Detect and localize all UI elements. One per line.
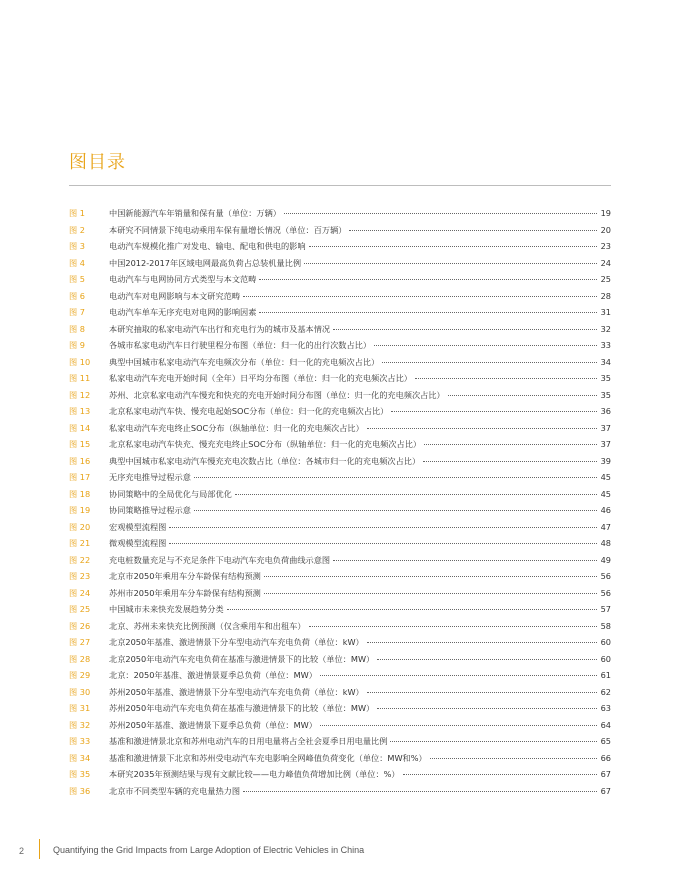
figure-number: 图 13 bbox=[69, 406, 91, 416]
figure-title: 中国新能源汽车年销量和保有量（单位：万辆） bbox=[109, 208, 281, 218]
figure-list bbox=[69, 205, 611, 799]
figure-entry[interactable] bbox=[69, 585, 611, 602]
figure-page-number: 24 bbox=[600, 257, 611, 268]
figure-title: 苏州、北京私家电动汽车慢充和快充的充电开始时间分布图（单位：归一化的充电频次占比） bbox=[109, 389, 445, 400]
dot-leader bbox=[390, 740, 597, 742]
figure-entry[interactable] bbox=[69, 222, 611, 239]
figure-page-number: 20 bbox=[600, 224, 611, 235]
figure-title: 北京2050年基准、激进情景下分车型电动汽车充电负荷（单位：kW） bbox=[109, 637, 364, 647]
dot-leader bbox=[284, 212, 597, 214]
figure-number: 图 2 bbox=[69, 224, 85, 235]
figure-page-number: 67 bbox=[600, 785, 611, 796]
figure-number: 图 31 bbox=[69, 703, 91, 713]
dot-leader bbox=[264, 592, 597, 594]
dot-leader bbox=[403, 773, 597, 775]
figure-title: 北京私家电动汽车快、慢充电起始SOC分布（单位：归一化的充电频次占比） bbox=[109, 406, 389, 416]
figure-page-number: 32 bbox=[600, 323, 611, 334]
dot-leader bbox=[304, 262, 597, 264]
figure-title: 中国城市未来快充发展趋势分类 bbox=[109, 604, 224, 614]
dot-leader bbox=[382, 361, 597, 363]
figure-title: 苏州2050年基准、激进情景下夏季总负荷（单位：MW） bbox=[109, 719, 317, 730]
figure-number: 图 35 bbox=[69, 769, 91, 779]
figure-title: 电动汽车规模化推广对发电、输电、配电和供电的影响 bbox=[109, 241, 306, 251]
figure-entry[interactable] bbox=[69, 321, 611, 338]
dot-leader bbox=[377, 658, 597, 660]
figure-page-number: 31 bbox=[600, 307, 611, 317]
figure-page-number: 45 bbox=[600, 488, 611, 499]
figure-entry[interactable] bbox=[69, 733, 611, 750]
footer-report-title: Quantifying the Grid Impacts from Large Adoption of Electric Vehicles in China bbox=[53, 845, 365, 855]
dot-leader bbox=[423, 460, 597, 462]
dot-leader bbox=[349, 229, 597, 231]
figure-number: 图 21 bbox=[69, 538, 91, 548]
figure-entry[interactable] bbox=[69, 750, 611, 767]
figure-entry[interactable] bbox=[69, 684, 611, 701]
figure-entry[interactable] bbox=[69, 651, 611, 668]
figure-title: 苏州市2050年乘用车分车龄保有结构预测 bbox=[109, 587, 261, 598]
dot-leader bbox=[333, 559, 597, 561]
figure-number: 图 16 bbox=[69, 455, 91, 466]
figure-entry[interactable] bbox=[69, 535, 611, 552]
figure-entry[interactable] bbox=[69, 766, 611, 783]
dot-leader bbox=[243, 295, 597, 297]
figure-entry[interactable] bbox=[69, 502, 611, 519]
figure-page-number: 33 bbox=[600, 340, 611, 350]
figure-page-number: 60 bbox=[600, 653, 611, 664]
figure-entry[interactable] bbox=[69, 634, 611, 651]
figure-page-number: 37 bbox=[600, 422, 611, 433]
figure-entry[interactable] bbox=[69, 205, 611, 222]
dot-leader bbox=[259, 311, 597, 313]
figure-page-number: 48 bbox=[600, 538, 611, 548]
figure-number: 图 12 bbox=[69, 389, 91, 400]
figure-number: 图 11 bbox=[69, 373, 91, 383]
figure-entry[interactable] bbox=[69, 354, 611, 371]
figure-title: 私家电动汽车充电开始时间（全年）日平均分布图（单位：归一化的充电频次占比） bbox=[109, 373, 412, 383]
figure-page-number: 64 bbox=[600, 719, 611, 730]
figure-title: 私家电动汽车充电终止SOC分布（纵轴单位：归一化的充电频次占比） bbox=[109, 422, 364, 433]
figure-page-number: 60 bbox=[600, 637, 611, 647]
figure-page-number: 63 bbox=[600, 703, 611, 713]
figure-number: 图 23 bbox=[69, 571, 91, 581]
figure-title: 电动汽车单车无序充电对电网的影响因素 bbox=[109, 307, 257, 317]
dot-leader bbox=[320, 674, 597, 676]
figure-entry[interactable] bbox=[69, 403, 611, 420]
figure-entry[interactable] bbox=[69, 304, 611, 321]
figure-title: 协同策略推导过程示意 bbox=[109, 505, 191, 515]
dot-leader bbox=[320, 724, 597, 726]
figure-number: 图 10 bbox=[69, 356, 91, 367]
figure-page-number: 61 bbox=[600, 670, 611, 680]
figure-title: 北京市2050年乘用车分车龄保有结构预测 bbox=[109, 571, 261, 581]
figure-entry[interactable] bbox=[69, 288, 611, 305]
dot-leader bbox=[169, 526, 597, 528]
dot-leader bbox=[424, 443, 597, 445]
figure-number: 图 18 bbox=[69, 488, 91, 499]
figure-number: 图 8 bbox=[69, 323, 85, 334]
figure-title: 中国2012-2017年区域电网最高负荷占总装机量比例 bbox=[109, 257, 302, 268]
footer-page-number: 2 bbox=[19, 846, 25, 856]
dot-leader bbox=[377, 707, 597, 709]
figure-page-number: 37 bbox=[600, 439, 611, 449]
figure-number: 图 27 bbox=[69, 637, 91, 647]
figure-title: 北京私家电动汽车快充、慢充充电终止SOC分布（纵轴单位：归一化的充电频次占比） bbox=[109, 439, 422, 449]
figure-number: 图 29 bbox=[69, 670, 91, 680]
figure-number: 图 36 bbox=[69, 785, 91, 796]
figure-number: 图 24 bbox=[69, 587, 91, 598]
figure-title: 宏观模型流程图 bbox=[109, 521, 167, 532]
figure-title: 北京：2050年基准、激进情景夏季总负荷（单位：MW） bbox=[109, 670, 317, 680]
figure-page-number: 25 bbox=[600, 274, 611, 284]
figure-entry[interactable] bbox=[69, 453, 611, 470]
figure-page-number: 19 bbox=[600, 208, 611, 218]
figure-page-number: 45 bbox=[600, 472, 611, 482]
figure-title: 北京、苏州未来快充比例预测（仅含乘用车和出租车） bbox=[109, 620, 306, 631]
figure-page-number: 39 bbox=[600, 455, 611, 466]
figure-entry[interactable] bbox=[69, 238, 611, 255]
figure-entry[interactable] bbox=[69, 337, 611, 354]
dot-leader bbox=[227, 608, 597, 610]
heading-divider bbox=[69, 185, 611, 186]
figure-page-number: 23 bbox=[600, 241, 611, 251]
figure-page-number: 28 bbox=[600, 290, 611, 301]
figure-page-number: 66 bbox=[600, 752, 611, 763]
figure-entry[interactable] bbox=[69, 700, 611, 717]
figure-page-number: 46 bbox=[600, 505, 611, 515]
figure-number: 图 26 bbox=[69, 620, 91, 631]
figure-title: 苏州2050年基准、激进情景下分车型电动汽车充电负荷（单位：kW） bbox=[109, 686, 364, 697]
figure-number: 图 5 bbox=[69, 274, 85, 284]
dot-leader bbox=[430, 757, 597, 759]
figure-number: 图 34 bbox=[69, 752, 91, 763]
figure-title: 协同策略中的全局优化与局部优化 bbox=[109, 488, 232, 499]
figure-entry[interactable] bbox=[69, 486, 611, 503]
dot-leader bbox=[194, 509, 597, 511]
figure-page-number: 56 bbox=[600, 587, 611, 598]
figure-page-number: 57 bbox=[600, 604, 611, 614]
figure-page-number: 47 bbox=[600, 521, 611, 532]
figure-entry[interactable] bbox=[69, 255, 611, 272]
figure-entry[interactable] bbox=[69, 271, 611, 288]
figure-title: 本研究不同情景下纯电动乘用车保有量增长情况（单位：百万辆） bbox=[109, 224, 347, 235]
dot-leader bbox=[264, 575, 597, 577]
figure-entry[interactable] bbox=[69, 387, 611, 404]
dot-leader bbox=[367, 641, 597, 643]
figure-title: 本研究抽取的私家电动汽车出行和充电行为的城市及基本情况 bbox=[109, 323, 331, 334]
dot-leader bbox=[169, 542, 597, 544]
figure-title: 基准和激进情景北京和苏州电动汽车的日用电量将占全社会夏季日用电量比例 bbox=[109, 736, 388, 746]
figure-title: 典型中国城市私家电动汽车慢充充电次数占比（单位：各城市归一化的充电频次占比） bbox=[109, 455, 421, 466]
figure-entry[interactable] bbox=[69, 601, 611, 618]
figure-number: 图 25 bbox=[69, 604, 91, 614]
figure-entry[interactable] bbox=[69, 420, 611, 437]
figure-page-number: 36 bbox=[600, 406, 611, 416]
figure-entry[interactable] bbox=[69, 519, 611, 536]
figure-entry[interactable] bbox=[69, 667, 611, 684]
section-heading: 图目录 bbox=[69, 152, 126, 173]
dot-leader bbox=[259, 278, 597, 280]
dot-leader bbox=[367, 427, 597, 429]
figure-number: 图 22 bbox=[69, 554, 91, 565]
dot-leader bbox=[194, 476, 597, 478]
figure-title: 本研究2035年预测结果与现有文献比较——电力峰值负荷增加比例（单位：%） bbox=[109, 769, 400, 779]
figure-title: 无序充电推导过程示意 bbox=[109, 472, 191, 482]
figure-title: 典型中国城市私家电动汽车充电频次分布（单位：归一化的充电频次占比） bbox=[109, 356, 380, 367]
figure-title: 北京市不同类型车辆的充电量热力图 bbox=[109, 785, 241, 796]
dot-leader bbox=[448, 394, 597, 396]
figure-page-number: 65 bbox=[600, 736, 611, 746]
figure-number: 图 1 bbox=[69, 208, 85, 218]
figure-title: 苏州2050年电动汽车充电负荷在基准与激进情景下的比较（单位：MW） bbox=[109, 703, 375, 713]
figure-number: 图 30 bbox=[69, 686, 91, 697]
figure-page-number: 35 bbox=[600, 373, 611, 383]
dot-leader bbox=[235, 493, 597, 495]
figure-entry[interactable] bbox=[69, 552, 611, 569]
figure-page-number: 34 bbox=[600, 356, 611, 367]
figure-title: 基准和激进情景下北京和苏州受电动汽车充电影响全网峰值负荷变化（单位：MW和%） bbox=[109, 752, 427, 763]
figure-number: 图 9 bbox=[69, 340, 85, 350]
dot-leader bbox=[243, 790, 597, 792]
figure-entry[interactable] bbox=[69, 469, 611, 486]
figure-number: 图 14 bbox=[69, 422, 91, 433]
figure-number: 图 32 bbox=[69, 719, 91, 730]
figure-number: 图 33 bbox=[69, 736, 91, 746]
figure-number: 图 6 bbox=[69, 290, 85, 301]
figure-title: 各城市私家电动汽车日行驶里程分布图（单位：归一化的出行次数占比） bbox=[109, 340, 372, 350]
figure-number: 图 3 bbox=[69, 241, 85, 251]
figure-title: 微观模型流程图 bbox=[109, 538, 167, 548]
figure-entry[interactable] bbox=[69, 717, 611, 734]
figure-page-number: 62 bbox=[600, 686, 611, 697]
figure-title: 充电桩数量充足与不充足条件下电动汽车充电负荷曲线示意图 bbox=[109, 554, 331, 565]
dot-leader bbox=[333, 328, 597, 330]
figure-title: 电动汽车对电网影响与本文研究范畴 bbox=[109, 290, 241, 301]
dot-leader bbox=[367, 691, 597, 693]
figure-number: 图 28 bbox=[69, 653, 91, 664]
figure-entry[interactable] bbox=[69, 568, 611, 585]
figure-title: 电动汽车与电网协同方式类型与本文范畴 bbox=[109, 274, 257, 284]
dot-leader bbox=[309, 245, 597, 247]
figure-page-number: 35 bbox=[600, 389, 611, 400]
figure-page-number: 49 bbox=[600, 554, 611, 565]
figure-number: 图 7 bbox=[69, 307, 85, 317]
figure-number: 图 15 bbox=[69, 439, 91, 449]
figure-number: 图 19 bbox=[69, 505, 91, 515]
dot-leader bbox=[391, 410, 597, 412]
figure-entry[interactable] bbox=[69, 436, 611, 453]
figure-page-number: 56 bbox=[600, 571, 611, 581]
dot-leader bbox=[415, 377, 597, 379]
figure-entry[interactable] bbox=[69, 370, 611, 387]
figure-entry[interactable] bbox=[69, 783, 611, 800]
figure-page-number: 58 bbox=[600, 620, 611, 631]
figure-page-number: 67 bbox=[600, 769, 611, 779]
dot-leader bbox=[374, 344, 597, 346]
figure-number: 图 20 bbox=[69, 521, 91, 532]
figure-number: 图 17 bbox=[69, 472, 91, 482]
footer-divider bbox=[39, 839, 40, 859]
figure-number: 图 4 bbox=[69, 257, 85, 268]
figure-entry[interactable] bbox=[69, 618, 611, 635]
dot-leader bbox=[309, 625, 597, 627]
figure-title: 北京2050年电动汽车充电负荷在基准与激进情景下的比较（单位：MW） bbox=[109, 653, 375, 664]
